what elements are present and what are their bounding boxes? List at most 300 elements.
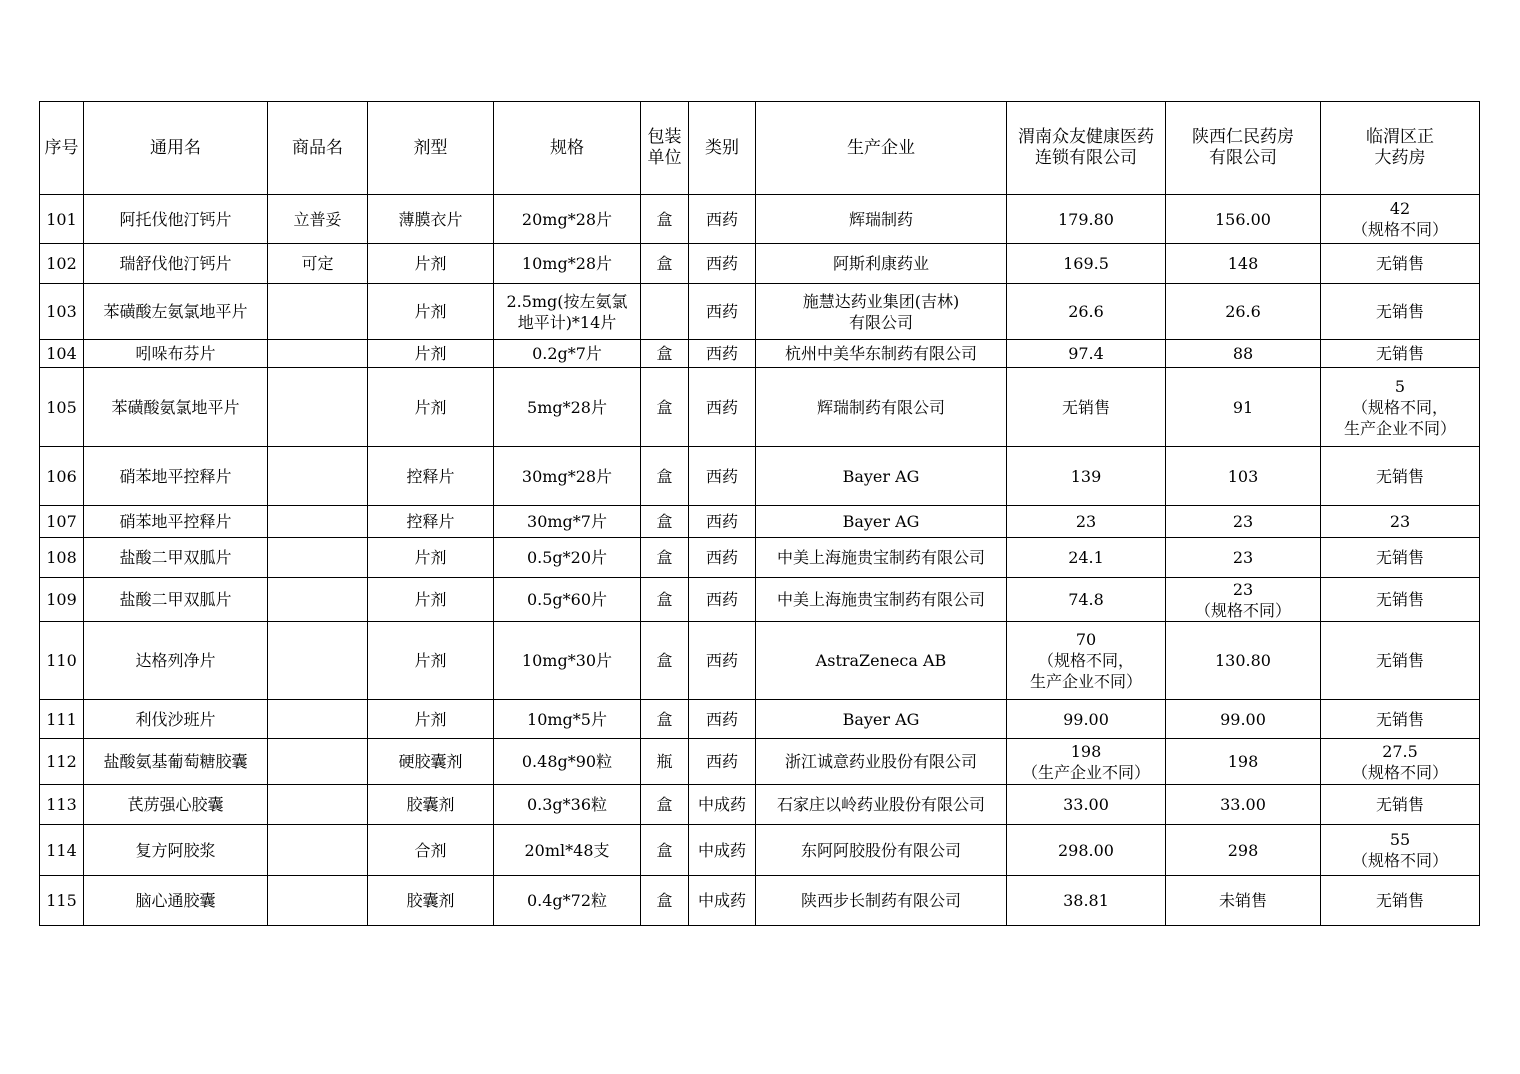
header-package-unit	[641, 102, 689, 195]
cell-value: 无销售	[1375, 651, 1424, 670]
cell-specification	[494, 578, 641, 622]
table-row	[40, 622, 1480, 700]
cell-value: 26.6	[1225, 302, 1261, 321]
cell-price-zhongyou	[1007, 785, 1166, 825]
cell-value: 西药	[705, 752, 738, 771]
cell-value: 片剂	[414, 590, 447, 609]
cell-generic-name	[84, 244, 268, 284]
table-row	[40, 195, 1480, 244]
header-dosage-form	[368, 102, 494, 195]
cell-value: 148	[1227, 254, 1259, 273]
cell-package-unit	[641, 195, 689, 244]
cell-value: 33.00	[1063, 795, 1109, 814]
cell-value: 利伐沙班片	[135, 709, 216, 729]
cell-price-renmin	[1166, 538, 1321, 578]
cell-value: AstraZeneca AB	[815, 651, 947, 670]
cell-value: 10mg*30片	[521, 651, 613, 670]
header-label: 陕西仁民药房 有限公司	[1192, 127, 1294, 168]
cell-category	[689, 700, 756, 739]
cell-manufacturer	[756, 622, 1007, 700]
cell-value: 30mg*7片	[527, 512, 607, 531]
cell-value: 硬胶囊剂	[398, 752, 463, 771]
cell-price-zhongyou	[1007, 447, 1166, 506]
cell-dosage-form	[368, 284, 494, 340]
cell-category	[689, 622, 756, 700]
cell-price-zhongyou	[1007, 622, 1166, 700]
cell-value: 无销售	[1375, 548, 1424, 567]
drug-price-table	[39, 101, 1480, 926]
cell-value: 盒	[656, 709, 673, 729]
table-row	[40, 578, 1480, 622]
cell-index	[40, 244, 84, 284]
cell-specification	[494, 785, 641, 825]
table-row	[40, 368, 1480, 447]
cell-price-renmin	[1166, 368, 1321, 447]
header-index	[40, 102, 84, 195]
cell-price-zhengda	[1321, 447, 1480, 506]
cell-value: 30mg*28片	[521, 466, 613, 486]
cell-value: 中美上海施贵宝制药有限公司	[776, 590, 985, 609]
cell-value: 10mg*5片	[527, 709, 607, 729]
cell-value: 瓶	[656, 752, 673, 771]
cell-value: 陕西步长制药有限公司	[800, 891, 961, 910]
cell-dosage-form	[368, 825, 494, 876]
cell-price-renmin	[1166, 284, 1321, 340]
cell-dosage-form	[368, 506, 494, 538]
cell-value: 西药	[705, 397, 738, 417]
cell-value: 298	[1227, 840, 1259, 860]
cell-value: 104	[46, 344, 77, 363]
cell-generic-name	[84, 739, 268, 785]
cell-price-zhongyou	[1007, 284, 1166, 340]
cell-value: 99.00	[1063, 709, 1109, 729]
cell-package-unit	[641, 785, 689, 825]
cell-dosage-form	[368, 578, 494, 622]
cell-package-unit	[641, 578, 689, 622]
cell-index	[40, 700, 84, 739]
cell-value: 111	[46, 709, 77, 729]
cell-package-unit	[641, 739, 689, 785]
cell-value: 辉瑞制药	[848, 209, 913, 229]
cell-specification	[494, 368, 641, 447]
cell-dosage-form	[368, 538, 494, 578]
cell-value: 浙江诚意药业股份有限公司	[784, 752, 977, 771]
cell-manufacturer	[756, 195, 1007, 244]
cell-category	[689, 244, 756, 284]
cell-category	[689, 578, 756, 622]
table-row	[40, 739, 1480, 785]
cell-trade-name	[268, 506, 368, 538]
cell-manufacturer	[756, 876, 1007, 926]
cell-manufacturer	[756, 244, 1007, 284]
header-label: 渭南众友健康医药 连锁有限公司	[1018, 127, 1154, 168]
cell-package-unit	[641, 538, 689, 578]
cell-value: 0.5g*60片	[526, 590, 608, 609]
header-label: 规格	[550, 137, 584, 158]
cell-value: 施慧达药业集团(吉林) 有限公司	[802, 291, 960, 332]
cell-value: 23	[1389, 512, 1411, 531]
cell-specification	[494, 340, 641, 368]
cell-price-renmin	[1166, 739, 1321, 785]
cell-manufacturer	[756, 447, 1007, 506]
cell-value: 10mg*28片	[521, 254, 613, 273]
cell-price-zhengda	[1321, 700, 1480, 739]
cell-price-renmin	[1166, 876, 1321, 926]
table-row	[40, 506, 1480, 538]
cell-index	[40, 825, 84, 876]
header-label: 包装 单位	[647, 127, 682, 168]
cell-value: 盒	[656, 590, 673, 609]
cell-value: 西药	[705, 512, 738, 531]
cell-category	[689, 876, 756, 926]
cell-generic-name	[84, 622, 268, 700]
cell-dosage-form	[368, 739, 494, 785]
cell-generic-name	[84, 195, 268, 244]
cell-index	[40, 622, 84, 700]
cell-manufacturer	[756, 739, 1007, 785]
cell-trade-name	[268, 622, 368, 700]
header-label: 序号	[44, 137, 79, 158]
cell-value: 0.2g*7片	[532, 344, 602, 363]
cell-value: 瑞舒伐他汀钙片	[119, 254, 232, 273]
cell-manufacturer	[756, 340, 1007, 368]
cell-value: 苯磺酸左氨氯地平片	[103, 302, 248, 321]
cell-value: 薄膜衣片	[398, 209, 463, 229]
cell-value: 无销售	[1375, 795, 1424, 814]
cell-category	[689, 506, 756, 538]
header-label: 生产企业	[847, 137, 915, 158]
cell-generic-name	[84, 447, 268, 506]
cell-value: 无销售	[1375, 344, 1424, 363]
header-pharmacy-zhengda	[1321, 102, 1480, 195]
table-row	[40, 785, 1480, 825]
cell-value: 西药	[705, 466, 738, 486]
cell-value: 0.4g*72粒	[526, 891, 608, 910]
cell-value: 杭州中美华东制药有限公司	[784, 344, 977, 363]
cell-price-zhongyou	[1007, 195, 1166, 244]
cell-price-zhengda	[1321, 538, 1480, 578]
cell-value: 片剂	[414, 397, 447, 417]
cell-package-unit	[641, 622, 689, 700]
cell-value: 控释片	[406, 466, 455, 486]
cell-value: 复方阿胶浆	[135, 840, 216, 860]
cell-value: 西药	[705, 651, 738, 670]
cell-category	[689, 825, 756, 876]
cell-package-unit	[641, 700, 689, 739]
cell-value: 无销售	[1375, 891, 1424, 910]
cell-value: 西药	[705, 344, 738, 363]
cell-value: 片剂	[414, 709, 447, 729]
cell-value: 102	[46, 254, 77, 273]
cell-price-renmin	[1166, 447, 1321, 506]
cell-value: 无销售	[1375, 302, 1424, 321]
table-row	[40, 447, 1480, 506]
cell-value: 立普妥	[293, 209, 342, 229]
cell-trade-name	[268, 284, 368, 340]
cell-index	[40, 876, 84, 926]
cell-price-renmin	[1166, 244, 1321, 284]
cell-value: 23	[1232, 548, 1254, 567]
cell-price-renmin	[1166, 506, 1321, 538]
cell-value: 107	[46, 512, 77, 531]
cell-package-unit	[641, 876, 689, 926]
cell-value: 55 （规格不同）	[1351, 830, 1448, 870]
cell-specification	[494, 538, 641, 578]
cell-dosage-form	[368, 785, 494, 825]
cell-manufacturer	[756, 825, 1007, 876]
cell-specification	[494, 195, 641, 244]
cell-specification	[494, 506, 641, 538]
cell-value: 5mg*28片	[527, 397, 607, 417]
cell-value: 115	[46, 891, 77, 910]
cell-value: 109	[46, 590, 77, 609]
cell-generic-name	[84, 284, 268, 340]
cell-generic-name	[84, 368, 268, 447]
cell-value: 无销售	[1375, 254, 1424, 273]
cell-value: 169.5	[1063, 254, 1109, 273]
cell-value: Bayer AG	[842, 466, 920, 486]
cell-value: 盐酸二甲双胍片	[119, 548, 232, 567]
cell-value: 91	[1232, 397, 1254, 417]
header-pharmacy-zhongyou	[1007, 102, 1166, 195]
cell-value: 盒	[656, 209, 673, 229]
cell-value: 阿托伐他汀钙片	[119, 209, 232, 229]
cell-value: 盒	[656, 512, 673, 531]
cell-dosage-form	[368, 622, 494, 700]
cell-price-zhengda	[1321, 195, 1480, 244]
cell-value: 74.8	[1068, 590, 1104, 609]
cell-value: 110	[46, 651, 77, 670]
cell-trade-name	[268, 825, 368, 876]
cell-package-unit	[641, 368, 689, 447]
cell-manufacturer	[756, 506, 1007, 538]
cell-value: 石家庄以岭药业股份有限公司	[776, 795, 985, 814]
cell-value: 盒	[656, 397, 673, 417]
cell-trade-name	[268, 447, 368, 506]
cell-value: 未销售	[1218, 891, 1267, 910]
cell-price-renmin	[1166, 195, 1321, 244]
cell-price-zhengda	[1321, 506, 1480, 538]
cell-index	[40, 195, 84, 244]
cell-value: 片剂	[414, 302, 447, 321]
cell-trade-name	[268, 785, 368, 825]
cell-price-zhongyou	[1007, 876, 1166, 926]
cell-value: 硝苯地平控释片	[119, 466, 232, 486]
cell-category	[689, 340, 756, 368]
cell-price-zhongyou	[1007, 578, 1166, 622]
cell-value: 盒	[656, 891, 673, 910]
cell-value: 99.00	[1220, 709, 1266, 729]
cell-value: 芪苈强心胶囊	[127, 795, 224, 814]
cell-package-unit	[641, 244, 689, 284]
cell-value: 101	[46, 209, 77, 229]
cell-generic-name	[84, 578, 268, 622]
cell-value: 西药	[705, 548, 738, 567]
cell-index	[40, 538, 84, 578]
cell-index	[40, 284, 84, 340]
cell-value: 0.3g*36粒	[526, 795, 608, 814]
table-row	[40, 876, 1480, 926]
table-header	[40, 102, 1480, 195]
cell-generic-name	[84, 538, 268, 578]
cell-index	[40, 785, 84, 825]
cell-value: 无销售	[1061, 397, 1110, 417]
cell-dosage-form	[368, 700, 494, 739]
cell-price-zhengda	[1321, 876, 1480, 926]
cell-specification	[494, 876, 641, 926]
cell-package-unit	[641, 825, 689, 876]
cell-index	[40, 506, 84, 538]
cell-value: 盒	[656, 651, 673, 670]
cell-specification	[494, 244, 641, 284]
cell-value: 23	[1232, 512, 1254, 531]
cell-price-zhongyou	[1007, 244, 1166, 284]
header-label: 商品名	[292, 137, 343, 158]
header-row	[40, 102, 1480, 195]
cell-value: 23 （规格不同）	[1194, 579, 1291, 620]
cell-value: 西药	[705, 709, 738, 729]
cell-value: 片剂	[414, 344, 447, 363]
cell-value: 硝苯地平控释片	[119, 512, 232, 531]
cell-value: 盒	[656, 840, 673, 860]
cell-value: 东阿阿胶股份有限公司	[800, 840, 961, 860]
cell-price-renmin	[1166, 825, 1321, 876]
cell-value: 42 （规格不同）	[1351, 199, 1448, 239]
cell-specification	[494, 284, 641, 340]
table-row	[40, 284, 1480, 340]
cell-value: 盐酸二甲双胍片	[119, 590, 232, 609]
cell-index	[40, 368, 84, 447]
cell-trade-name	[268, 739, 368, 785]
cell-price-zhongyou	[1007, 538, 1166, 578]
cell-price-zhengda	[1321, 739, 1480, 785]
cell-generic-name	[84, 506, 268, 538]
cell-value: 2.5mg(按左氨氯 地平计)*14片	[506, 291, 628, 332]
cell-value: 103	[1227, 466, 1259, 486]
cell-value: 113	[46, 795, 77, 814]
cell-value: 吲哚布芬片	[135, 344, 216, 363]
table-row	[40, 340, 1480, 368]
cell-price-zhongyou	[1007, 700, 1166, 739]
cell-value: 105	[46, 397, 77, 417]
cell-category	[689, 195, 756, 244]
cell-generic-name	[84, 700, 268, 739]
header-label: 剂型	[413, 137, 448, 158]
cell-price-zhengda	[1321, 340, 1480, 368]
cell-trade-name	[268, 538, 368, 578]
cell-specification	[494, 622, 641, 700]
cell-package-unit	[641, 447, 689, 506]
cell-value: 可定	[301, 254, 334, 273]
cell-manufacturer	[756, 368, 1007, 447]
table-row	[40, 825, 1480, 876]
cell-price-zhongyou	[1007, 340, 1166, 368]
cell-value: 20mg*28片	[521, 209, 613, 229]
cell-value: 130.80	[1215, 651, 1271, 670]
cell-value: 控释片	[406, 512, 455, 531]
cell-price-zhongyou	[1007, 825, 1166, 876]
cell-value: 20ml*48支	[524, 840, 610, 860]
header-label: 类别	[705, 137, 739, 158]
cell-dosage-form	[368, 876, 494, 926]
cell-value: 97.4	[1068, 344, 1104, 363]
cell-value: 5 （规格不同， 生产企业不同）	[1343, 376, 1456, 438]
cell-specification	[494, 700, 641, 739]
cell-price-zhengda	[1321, 825, 1480, 876]
cell-trade-name	[268, 876, 368, 926]
cell-value: 达格列净片	[135, 651, 216, 670]
cell-value: 198	[1227, 752, 1259, 771]
cell-package-unit	[641, 284, 689, 340]
header-specification	[494, 102, 641, 195]
cell-value: 片剂	[414, 548, 447, 567]
cell-dosage-form	[368, 244, 494, 284]
cell-value: 盒	[656, 344, 673, 363]
cell-value: 中成药	[697, 840, 746, 860]
cell-value: Bayer AG	[842, 512, 920, 531]
cell-value: 88	[1232, 344, 1254, 363]
cell-category	[689, 368, 756, 447]
cell-index	[40, 578, 84, 622]
cell-dosage-form	[368, 195, 494, 244]
cell-manufacturer	[756, 284, 1007, 340]
cell-value: 无销售	[1375, 709, 1424, 729]
cell-value: 0.48g*90粒	[521, 752, 613, 771]
cell-category	[689, 284, 756, 340]
cell-value: 胶囊剂	[406, 891, 455, 910]
cell-value: 西药	[705, 209, 738, 229]
cell-trade-name	[268, 368, 368, 447]
cell-value: 298.00	[1058, 840, 1114, 860]
cell-manufacturer	[756, 700, 1007, 739]
cell-value: 23	[1075, 512, 1097, 531]
cell-value: 33.00	[1220, 795, 1266, 814]
header-trade-name	[268, 102, 368, 195]
cell-value: 盒	[656, 795, 673, 814]
cell-value: Bayer AG	[842, 709, 920, 729]
cell-value: 无销售	[1375, 590, 1424, 609]
cell-price-zhengda	[1321, 284, 1480, 340]
cell-value: 苯磺酸氨氯地平片	[111, 397, 240, 417]
cell-trade-name	[268, 700, 368, 739]
cell-value: 盒	[656, 254, 673, 273]
cell-value: 西药	[705, 590, 738, 609]
cell-trade-name	[268, 195, 368, 244]
cell-manufacturer	[756, 785, 1007, 825]
cell-price-zhongyou	[1007, 506, 1166, 538]
header-category	[689, 102, 756, 195]
cell-generic-name	[84, 876, 268, 926]
table-row	[40, 538, 1480, 578]
cell-value: 114	[46, 840, 77, 860]
cell-index	[40, 447, 84, 506]
cell-value: 胶囊剂	[406, 795, 455, 814]
cell-category	[689, 739, 756, 785]
cell-price-renmin	[1166, 622, 1321, 700]
cell-dosage-form	[368, 368, 494, 447]
cell-value: 西药	[705, 302, 738, 321]
cell-value: 179.80	[1058, 209, 1114, 229]
cell-value: 片剂	[414, 651, 447, 670]
cell-value: 156.00	[1215, 209, 1271, 229]
header-label: 临渭区正 大药房	[1366, 127, 1434, 168]
cell-value: 24.1	[1068, 548, 1104, 567]
header-manufacturer	[756, 102, 1007, 195]
cell-manufacturer	[756, 578, 1007, 622]
cell-dosage-form	[368, 447, 494, 506]
cell-price-renmin	[1166, 700, 1321, 739]
cell-trade-name	[268, 244, 368, 284]
